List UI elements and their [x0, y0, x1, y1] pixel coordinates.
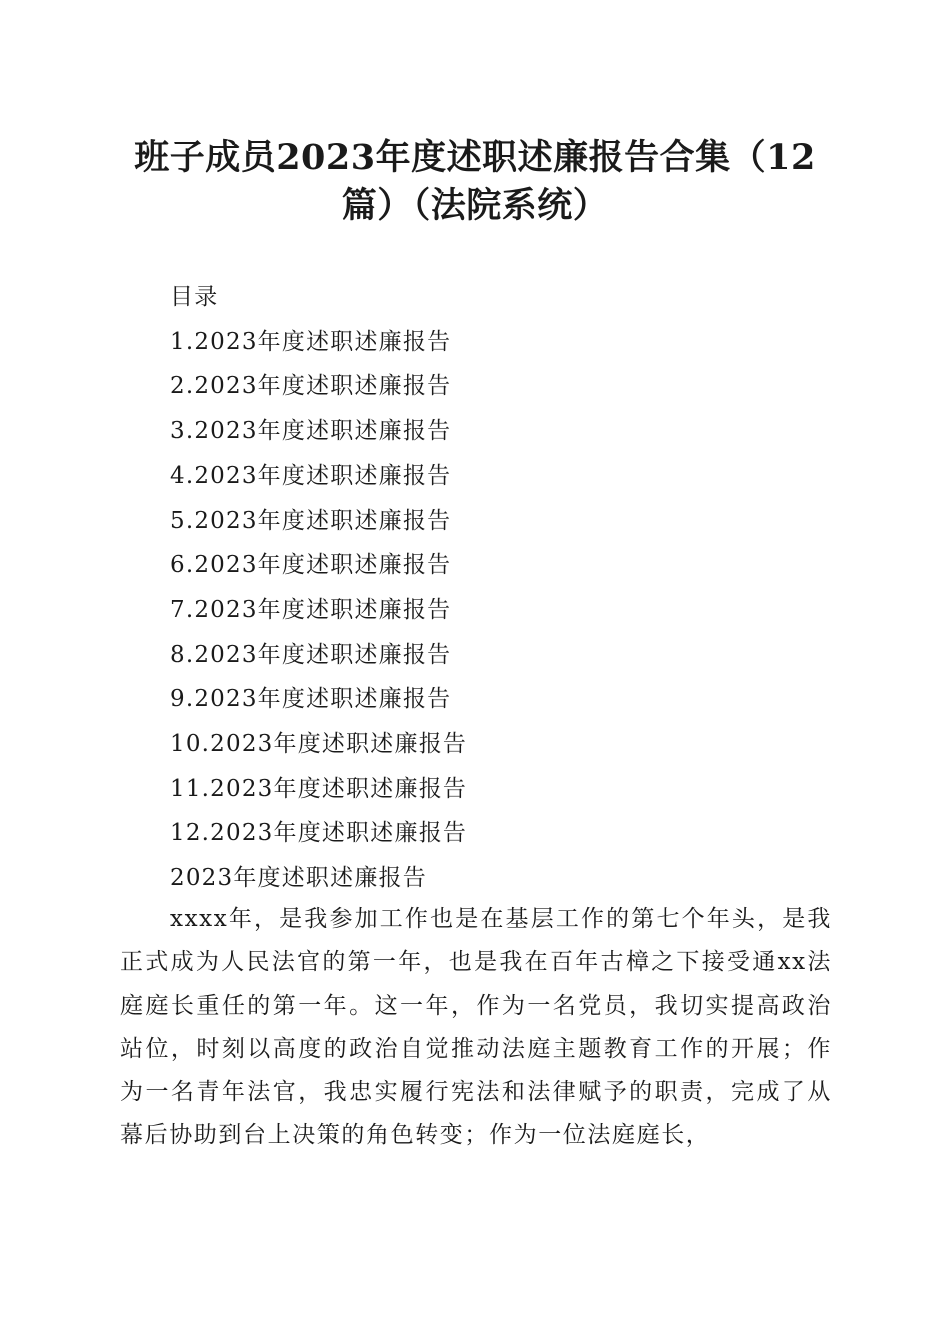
toc-item: 8.2023年度述职述廉报告 [170, 641, 452, 668]
toc-item: 12.2023年度述职述廉报告 [170, 820, 468, 847]
toc-item: 1.2023年度述职述廉报告 [170, 328, 452, 355]
toc-item: 5.2023年度述职述廉报告 [170, 507, 452, 534]
document-title-line-2: 篇）（法院系统） [341, 185, 609, 226]
document-title-line-1: 班子成员2023年度述职述廉报告合集（12 [134, 137, 816, 178]
section-title: 2023年度述职述廉报告 [170, 865, 427, 892]
table-of-contents [170, 275, 830, 901]
toc-item: 7.2023年度述职述廉报告 [170, 596, 452, 623]
body-paragraph: xxxx年，是我参加工作也是在基层工作的第七个年头，是我正式成为人民法官的第一年，也是我在百年古樟之下接受通xx法庭庭长重任的第一年。这一年，作为一名党员，我切实提高政治站位，时刻以高度的政治自觉推动法庭主题教育工作的开展；作为一名青年法官，我忠实履行宪法和法律赋予的职责，完成了从幕后协助到台上决策的角色转变；作为一位法庭庭长， [120, 906, 832, 1149]
toc-item: 9.2023年度述职述廉报告 [170, 686, 452, 713]
toc-heading: 目录 [170, 284, 219, 310]
toc-item: 11.2023年度述职述廉报告 [170, 775, 468, 802]
toc-item: 10.2023年度述职述廉报告 [170, 731, 468, 758]
toc-item: 4.2023年度述职述廉报告 [170, 462, 452, 489]
toc-item: 3.2023年度述职述廉报告 [170, 418, 452, 445]
document-title [120, 134, 830, 230]
toc-item: 2.2023年度述职述廉报告 [170, 373, 452, 400]
toc-item: 6.2023年度述职述廉报告 [170, 552, 452, 579]
